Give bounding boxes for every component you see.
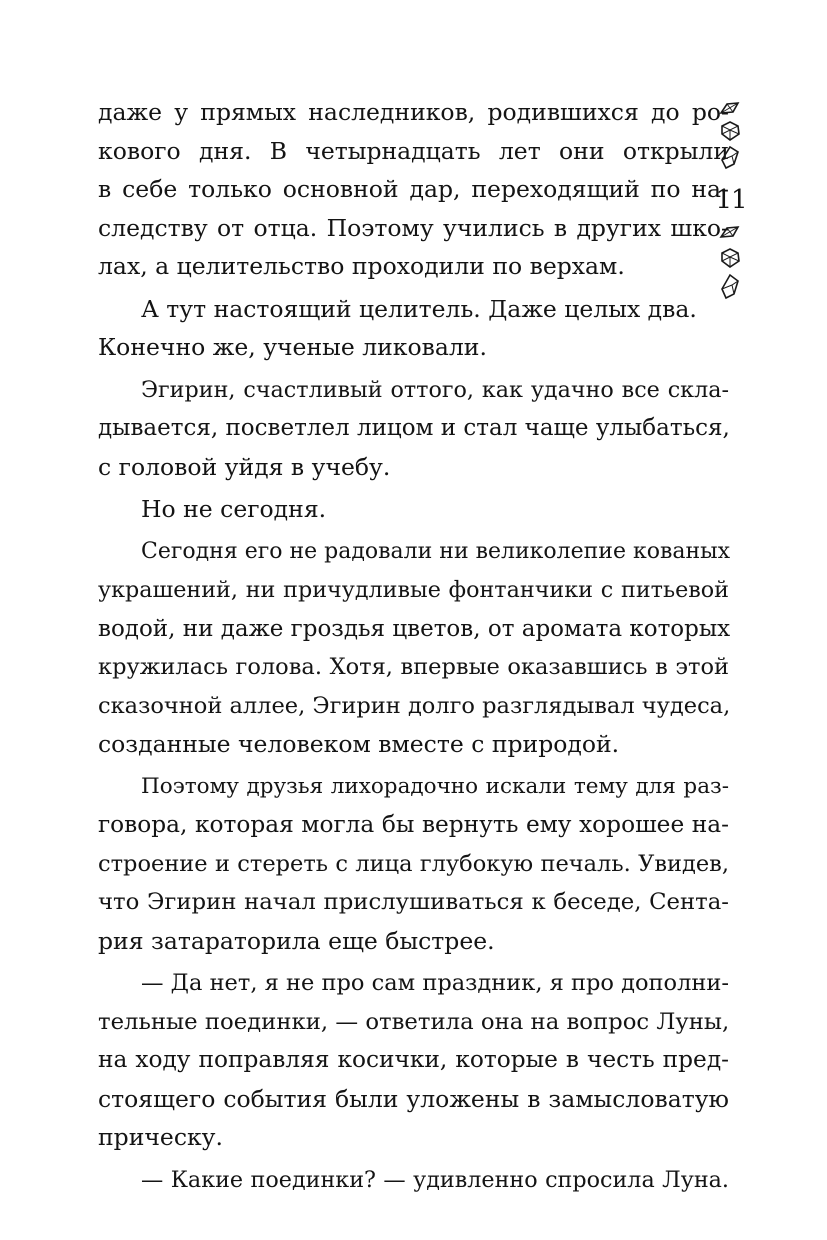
text-line: на ходу поправляя косички, которые в честь пред-	[98, 1046, 729, 1073]
text-line: созданные человеком вместе с природой.	[98, 730, 620, 758]
round-gem-icon	[718, 247, 742, 269]
text-line: в себе только основной дар, переходящий по на-	[98, 175, 729, 203]
leaf-gem-icon	[718, 100, 742, 118]
text-line: рия затараторила еще быстрее.	[98, 926, 495, 955]
text-line: строение и стереть с лица глубокую печаль. Увидев,	[98, 850, 729, 877]
round-gem-icon	[718, 120, 742, 142]
text-line: даже у прямых наследников, родившихся до ро-	[98, 98, 729, 126]
crystal-icon	[718, 144, 742, 170]
text-line: А тут настоящий целитель. Даже целых два.	[141, 294, 697, 323]
text-line: с головой уйдя в учебу.	[98, 452, 391, 481]
text-line: стоящего события были уложены в замысловатую	[98, 1084, 729, 1113]
text-line: — Да нет, я не про сам праздник, я про дополни-	[141, 970, 729, 996]
text-line: прическу.	[98, 1123, 223, 1151]
text-line: говора, которая могла бы вернуть ему хорошее на-	[98, 811, 729, 838]
crystal-icon	[718, 272, 742, 300]
text-line: дывается, посветлел лицом и стал чаще улыбаться,	[98, 415, 730, 441]
text-line: тельные поединки, — ответила она на вопрос Луны,	[98, 1008, 730, 1035]
text-line: что Эгирин начал прислушиваться к беседе, Сента-	[98, 889, 729, 915]
text-line: следству от отца. Поэтому учились в других шко-	[98, 213, 729, 242]
text-line: Поэтому друзья лихорадочно искали тему для раз-	[141, 773, 729, 799]
text-line: Но не сегодня.	[141, 495, 327, 523]
text-line: сказочной аллее, Эгирин долго разглядывал чудеса,	[98, 692, 731, 719]
text-line: кружилась голова. Хотя, впервые оказавшись в этой	[98, 654, 729, 680]
page-number: 11	[715, 185, 747, 215]
text-line: водой, ни даже гроздья цветов, от аромата которых	[98, 615, 731, 642]
page-number-ornament	[714, 98, 748, 318]
text-line: украшений, ни причудливые фонтанчики с питьевой	[98, 577, 729, 603]
page-text	[98, 93, 729, 1199]
leaf-gem-icon	[718, 224, 742, 242]
text-line: Конечно же, ученые ликовали.	[98, 333, 487, 361]
text-line: Сегодня его не радовали ни великолепие кованых	[141, 538, 731, 564]
text-line: Эгирин, счастливый оттого, как удачно все скла-	[141, 376, 729, 403]
text-line: лах, а целительство проходили по верхам.	[98, 252, 625, 280]
text-line: кового дня. В четырнадцать лет они открыли	[98, 136, 729, 165]
text-line: — Какие поединки? — удивленно спросила Луна.	[141, 1166, 729, 1193]
